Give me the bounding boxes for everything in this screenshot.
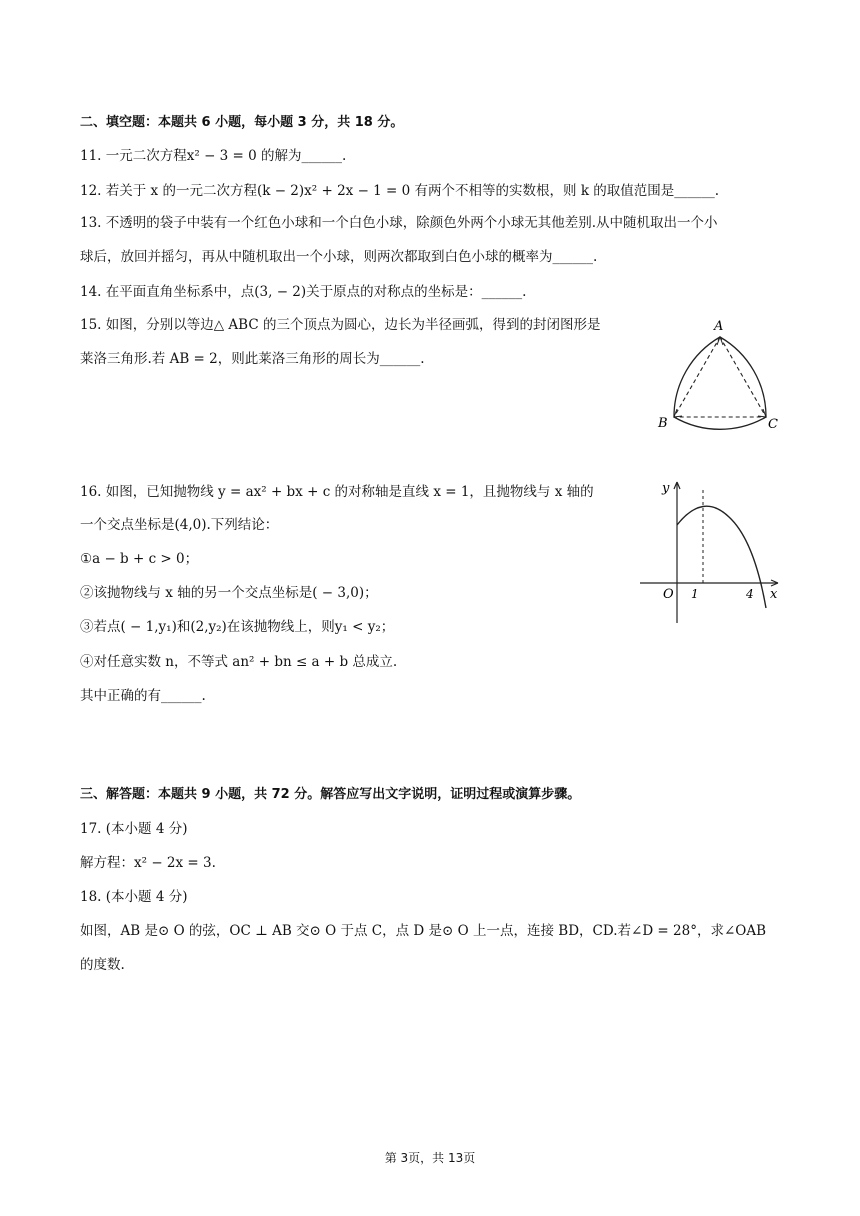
label-4: 4: [746, 587, 754, 601]
label-o: O: [663, 587, 674, 602]
question-13-line2: 球后，放回并摇匀，再从中随机取出一个小球，则两次都取到白色小球的概率为______.: [80, 249, 598, 265]
label-b: B: [658, 416, 668, 431]
label-a: A: [714, 319, 724, 334]
question-15-line2: 莱洛三角形.若 AB = 2，则此莱洛三角形的周长为______.: [80, 351, 425, 367]
question-16-option2: ②该抛物线与 x 轴的另一个交点坐标是( − 3,0)；: [80, 585, 378, 601]
question-16-option1: ①a − b + c > 0；: [80, 551, 199, 567]
page-footer: 第 3页，共 13页: [384, 1151, 476, 1165]
question-18-line1: 如图，AB 是⊙ O 的弦，OC ⊥ AB 交⊙ O 于点 C，点 D 是⊙ O 上一点，连接 BD，CD.若∠D = 28°，求∠OAB: [80, 923, 767, 939]
vertex-arrows: [674, 337, 766, 417]
reuleaux-triangle-figure: [650, 316, 790, 436]
section2-heading: 二、填空题：本题共 6 小题，每小题 3 分，共 18 分。: [80, 115, 404, 130]
question-17-title: 17. (本小题 4 分): [80, 821, 188, 837]
question-18-title: 18. (本小题 4 分): [80, 889, 188, 905]
question-14: 14. 在平面直角坐标系中，点(3, − 2)关于原点的对称点的坐标是：______.: [80, 284, 527, 300]
label-x: x: [770, 587, 778, 602]
parabola-figure: [630, 478, 790, 628]
section3-heading: 三、解答题：本题共 9 小题，共 72 分。解答应写出文字说明，证明过程或演算步骤。: [80, 787, 581, 802]
question-11: 11. 一元二次方程x² − 3 = 0 的解为______.: [80, 148, 347, 164]
question-16-line1: 16. 如图，已知抛物线 y = ax² + bx + c 的对称轴是直线 x = 1，且抛物线与 x 轴的: [80, 484, 594, 500]
question-16-line2: 一个交点坐标是(4,0).下列结论：: [80, 517, 279, 533]
reuleaux-outline: [674, 337, 766, 429]
label-c: C: [768, 417, 778, 432]
question-13-line1: 13. 不透明的袋子中装有一个红色小球和一个白色小球，除颜色外两个小球无其他差别.从中随机取出一个小: [80, 215, 718, 231]
question-12: 12. 若关于 x 的一元二次方程(k − 2)x² + 2x − 1 = 0 有两个不相等的实数根，则 k 的取值范围是______.: [80, 183, 720, 199]
label-1: 1: [691, 587, 699, 601]
question-18-line2: 的度数.: [80, 957, 125, 973]
dashed-triangle: [674, 337, 766, 417]
label-y: y: [662, 481, 670, 496]
question-15-line1: 15. 如图，分别以等边△ ABC 的三个顶点为圆心，边长为半径画弧，得到的封闭图形是: [80, 317, 601, 333]
question-16-option3: ③若点( − 1,y₁)和(2,y₂)在该抛物线上，则y₁ < y₂；: [80, 619, 395, 635]
question-16-option4: ④对任意实数 n，不等式 an² + bn ≤ a + b 总成立.: [80, 654, 398, 670]
question-16-last: 其中正确的有______.: [80, 688, 206, 704]
question-17-body: 解方程：x² − 2x = 3.: [80, 855, 216, 871]
